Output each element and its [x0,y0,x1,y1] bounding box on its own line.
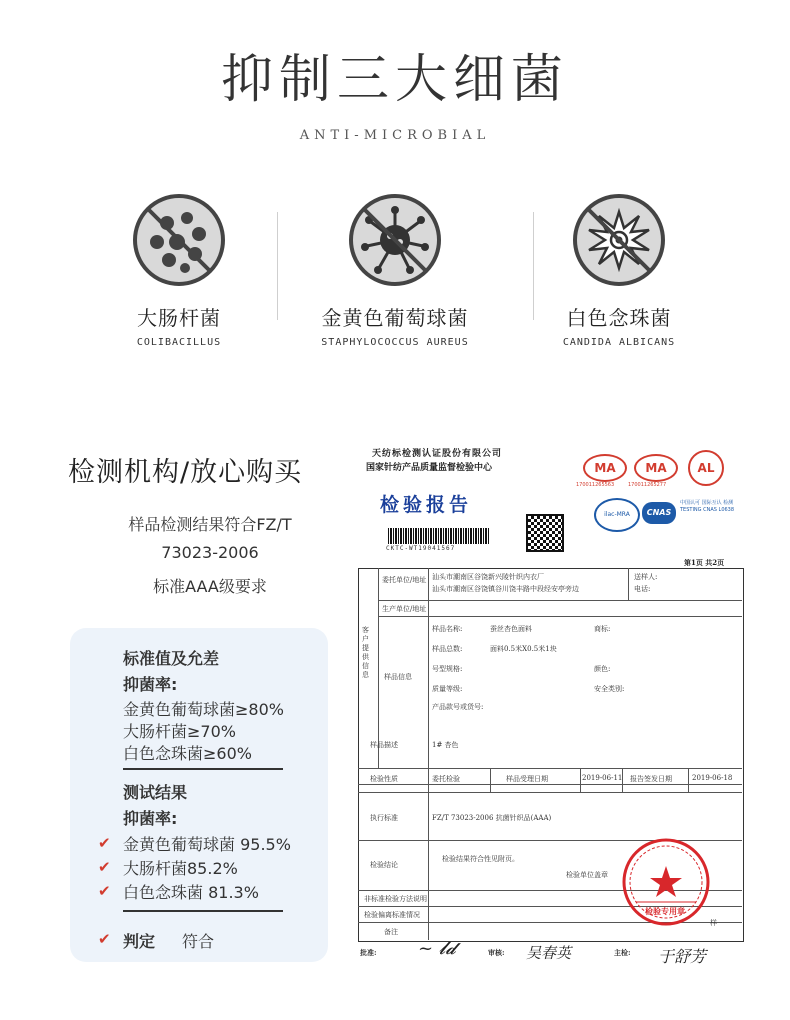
sample-name-value: 蚕丝杏色面料 [490,625,532,633]
germ-cn-label: 大肠杆菌 [137,306,221,330]
germ-colibacillus [64,190,294,348]
germ-en-label: COLIBACILLUS [136,337,222,348]
germ-cn-label: 金黄色葡萄球菌 [321,306,469,330]
check-icon: ✔ [98,834,111,852]
cma-badge: MA [583,454,627,482]
approve-label: 批准: [360,948,377,957]
test-type-label: 检验性质 [370,775,398,783]
color-label: 颜色: [594,665,611,673]
card-divider [123,768,283,770]
candida-icon [569,190,669,290]
sample-name-label: 样品名称: [432,625,463,633]
cal-badge: AL [688,450,724,486]
ilac-badge: ilac-MRA [594,498,640,532]
page-title: 抑制三大细菌 [220,50,569,110]
batch-label: 产品款号或货号: [432,703,484,711]
germ-en-label: STAPHYLOCOCCUS AUREUS [321,337,469,348]
report-title: 检验报告 [380,494,473,516]
standard-line: 73023-2006 [161,543,259,562]
inspector-signature: 于舒芳 [658,947,707,966]
cma-badge: MA [634,454,678,482]
standard-item: 大肠杆菌≥70% [123,722,236,741]
received-date-label: 样品受理日期 [506,775,548,783]
sample-qty-value: 面料0.5米X0.5米1块 [490,645,557,653]
conclusion-label: 检验结论 [370,861,398,869]
verdict-value: 符合 [182,932,215,951]
standard-item: 金黄色葡萄球菌≥80% [123,700,284,719]
issue-date-label: 报告签发日期 [630,775,672,783]
standard-value: FZ/T 73023-2006 抗菌针织品(AAA) [432,814,552,822]
badge-code: 170011265277 [628,482,667,488]
standard-label: 执行标准 [370,814,398,822]
inspector-label: 主检: [614,948,631,957]
result-item: 金黄色葡萄球菌 95.5% [123,835,291,854]
page-subtitle: ANTI-MICROBIAL [299,128,491,143]
standard-line: 样品检测结果符合FZ/T [128,515,292,534]
grade-label: 质量等级: [432,685,463,693]
approve-signature: ~ 𝓵𝓭 [418,938,457,959]
deviation-label: 检验偏离标准情况 [364,911,420,919]
standard-line: 标准AAA级要求 [153,577,267,596]
sample-info-label: 样品信息 [384,673,412,681]
received-date-value: 2019-06-11 [582,774,623,782]
barcode [388,528,490,544]
review-label: 审核: [488,948,505,957]
seal-text: 检验专用章 [645,906,685,916]
client-value: 汕头市潮南区谷饶新兴陵针织内衣厂 [432,573,544,581]
safety-label: 安全类别: [594,685,625,693]
client-label: 委托单位/地址 [382,576,427,584]
description-value: 1# 杏色 [432,741,459,749]
review-signature: 吴春英 [526,944,572,962]
remark-label: 备注 [384,928,398,936]
check-icon: ✔ [98,858,111,876]
colibacillus-icon [129,190,229,290]
test-report [358,440,748,980]
germ-staphylococcus [280,190,510,348]
issue-date-value: 2019-06-18 [692,774,733,782]
report-serial: CKTC-WT19041567 [386,545,456,552]
germ-candida [504,190,734,348]
report-center: 国家针纺产品质量监督检验中心 [366,463,493,473]
conclusion-value: 检验结果符合性见附页。 [442,855,519,863]
test-type-value: 委托检验 [432,775,460,783]
result-title: 测试结果 [123,783,188,802]
divider [277,212,278,320]
check-icon: ✔ [98,930,111,948]
seal-note: 检验单位盖章 [566,871,608,879]
qr-code [526,514,564,552]
standard-title: 标准值及允差 [123,649,220,668]
sample-qty-label: 样品总数: [432,645,463,653]
result-item: 白色念珠菌 81.3% [123,883,259,902]
result-rate-label: 抑菌率: [123,809,178,828]
nonstandard-label: 非标准检验方法说明 [364,895,427,903]
result-item: 大肠杆菌85.2% [123,859,238,878]
verdict-label: 判定 [123,932,156,951]
contact-label: 送样人: [634,573,658,581]
institution-title: 检测机构/放心购买 [68,457,303,488]
sample-mark: 样 [710,919,717,927]
card-divider [123,910,283,912]
rate-label: 抑菌率: [123,675,178,694]
report-company: 天纺标检测认证股份有限公司 [372,449,503,459]
brand-label: 商标: [594,625,611,633]
cnas-caption: 中国认可 国际互认 检测 TESTING CNAS L0638 [680,500,735,513]
description-label: 样品描述 [370,741,398,749]
page-number: 第1页 共2页 [684,558,725,567]
standard-item: 白色念珠菌≥60% [123,744,252,763]
staphylococcus-icon [345,190,445,290]
check-icon: ✔ [98,882,111,900]
badge-code: 170011265563 [576,482,615,488]
spec-label: 号型规格: [432,665,463,673]
producer-label: 生产单位/地址 [382,605,427,613]
client-address: 汕头市潮南区谷饶镇谷川饶丰路中段经安亭旁边 [432,585,579,593]
germ-cn-label: 白色念珠菌 [566,306,672,330]
customer-info-label: 客户提供信息 [362,626,369,679]
phone-label: 电话: [634,585,651,593]
germ-en-label: CANDIDA ALBICANS [562,337,676,348]
cnas-badge: CNAS [642,502,676,524]
